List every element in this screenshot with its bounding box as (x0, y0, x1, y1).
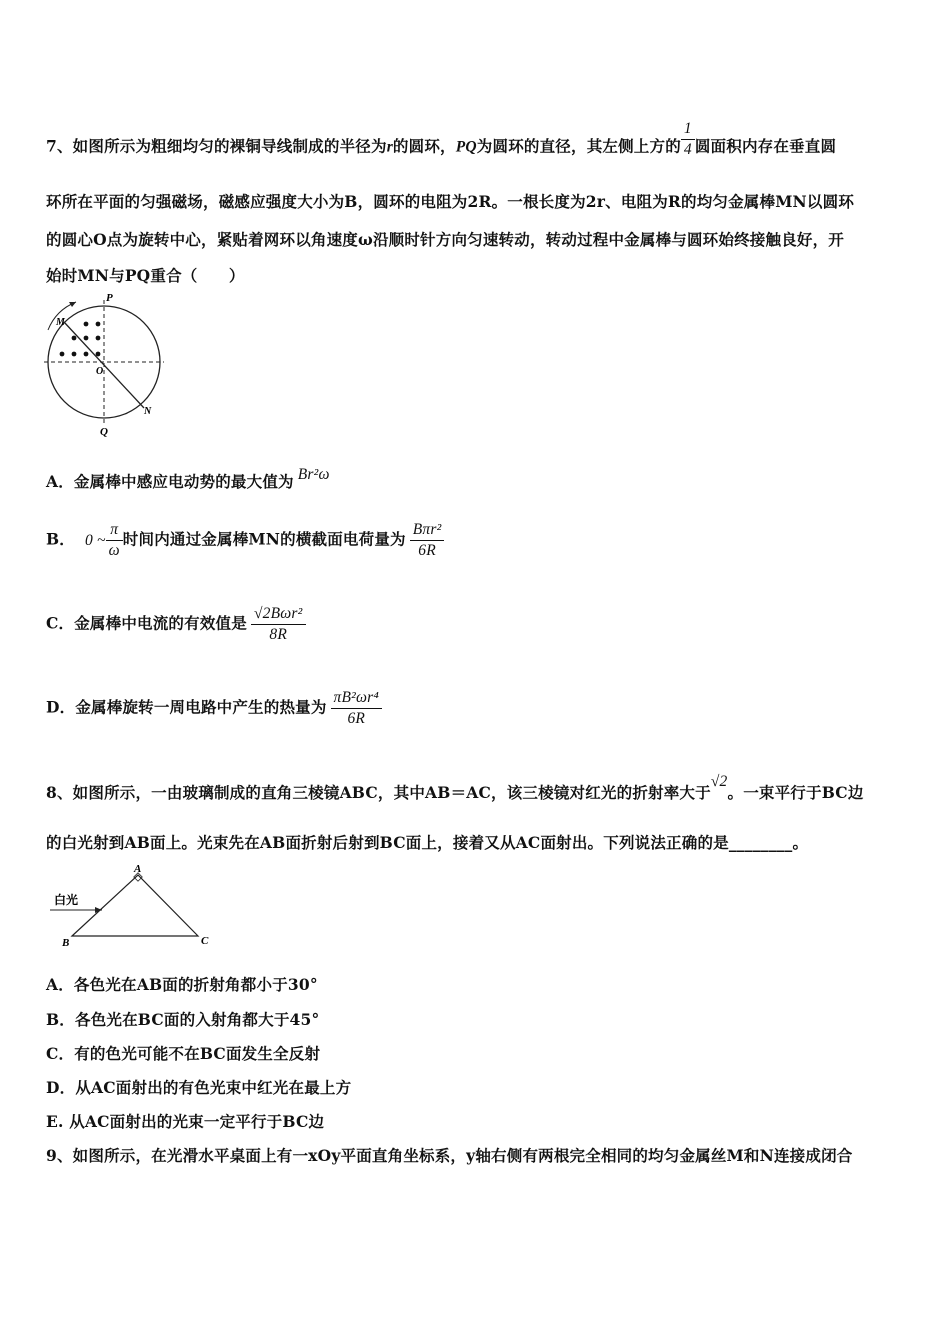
q7-option-b: B． 0 ~ $\frac{\pi}{\omega}$ 时间内通过金属棒MN的横截面电荷量为 $\frac{\text{Bπr²}}{6R}$ (46, 520, 444, 561)
q7-line-4: 始时MN与PQ重合（ ） (46, 266, 245, 285)
q8-option-d: D．从AC面射出的有色光束中红光在最上方 (46, 1078, 352, 1097)
label-N: N (144, 406, 152, 417)
q8-option-e: E. 从AC面射出的光束一定平行于BC边 (46, 1112, 325, 1131)
prism-triangle (72, 875, 198, 936)
q7-option-d: D．金属棒旋转一周电路中产生的热量为 $\frac{\text{πB²ωr⁴}}{6R}$ (46, 688, 382, 729)
label-B: B (62, 937, 70, 949)
label-P: P (106, 292, 113, 304)
q9-line-1: 9、如图所示，在光滑水平桌面上有一xOy平面直角坐标系，y轴右侧有两根完全相同的均匀金属丝M和N连接成闭合 (46, 1146, 853, 1165)
q7-d-heat-fraction: $\frac{\text{πB²ωr⁴}}{6R}$ (331, 688, 382, 729)
q8-option-b: B．各色光在BC面的入射角都大于45° (46, 1010, 320, 1029)
mn-rod (64, 322, 144, 408)
q7-circle-figure (40, 292, 170, 437)
q7-b-charge-fraction: $\frac{\text{Bπr²}}{6R}$ (410, 520, 445, 561)
label-Q: Q (100, 426, 108, 437)
q7-line-3: 的圆心O点为旋转中心，紧贴着网环以角速度ω沿顺时针方向匀速转动，转动过程中金属棒与圆环始终接触良好，开 (46, 230, 844, 249)
q7-line-2: 环所在平面的匀强磁场，磁感应强度大小为B，圆环的电阻为2R。一根长度为2r、电阻为R的均匀金属棒MN以圆环 (46, 192, 855, 211)
q7-b-range-fraction: $\frac{\pi}{\omega}$ (106, 520, 123, 561)
label-C: C (201, 935, 209, 947)
q8-line-2: 的白光射到AB面上。光束先在AB面折射后射到BC面上，接着又从AC面射出。下列说法正确的是________。 (46, 833, 809, 852)
q7-line-1: 7、如图所示为粗细均匀的裸铜导线制成的半径为r的圆环，PQ为圆环的直径，其左侧上方的 $\frac{1}{4}$ 圆面积内存在垂直圆 (46, 120, 837, 158)
q8-line-1: 8、如图所示，一由玻璃制成的直角三棱镜ABC，其中AB＝AC，该三棱镜对红光的折射率大于√2。一束平行于BC边 (46, 773, 864, 802)
q8-prism-figure (48, 860, 218, 955)
q7-c-current-fraction: $\frac{\text{√2Bωr²}}{8R}$ (251, 604, 306, 645)
q7-option-a: A．金属棒中感应电动势的最大值为 Br²ω (46, 466, 330, 491)
label-M: M (56, 317, 65, 328)
q7-fraction-quarter: $\frac{1}{4}$ (681, 119, 695, 160)
q8-option-c: C．有的色光可能不在BC面发生全反射 (46, 1044, 321, 1063)
label-O: O (96, 366, 104, 377)
label-A: A (134, 863, 142, 875)
q7-option-c: C．金属棒中电流的有效值是 $\frac{\text{√2Bωr²}}{8R}$ (46, 604, 306, 645)
label-white-light: 白光 (54, 893, 79, 907)
q8-option-a: A．各色光在AB面的折射角都小于30° (46, 975, 318, 994)
